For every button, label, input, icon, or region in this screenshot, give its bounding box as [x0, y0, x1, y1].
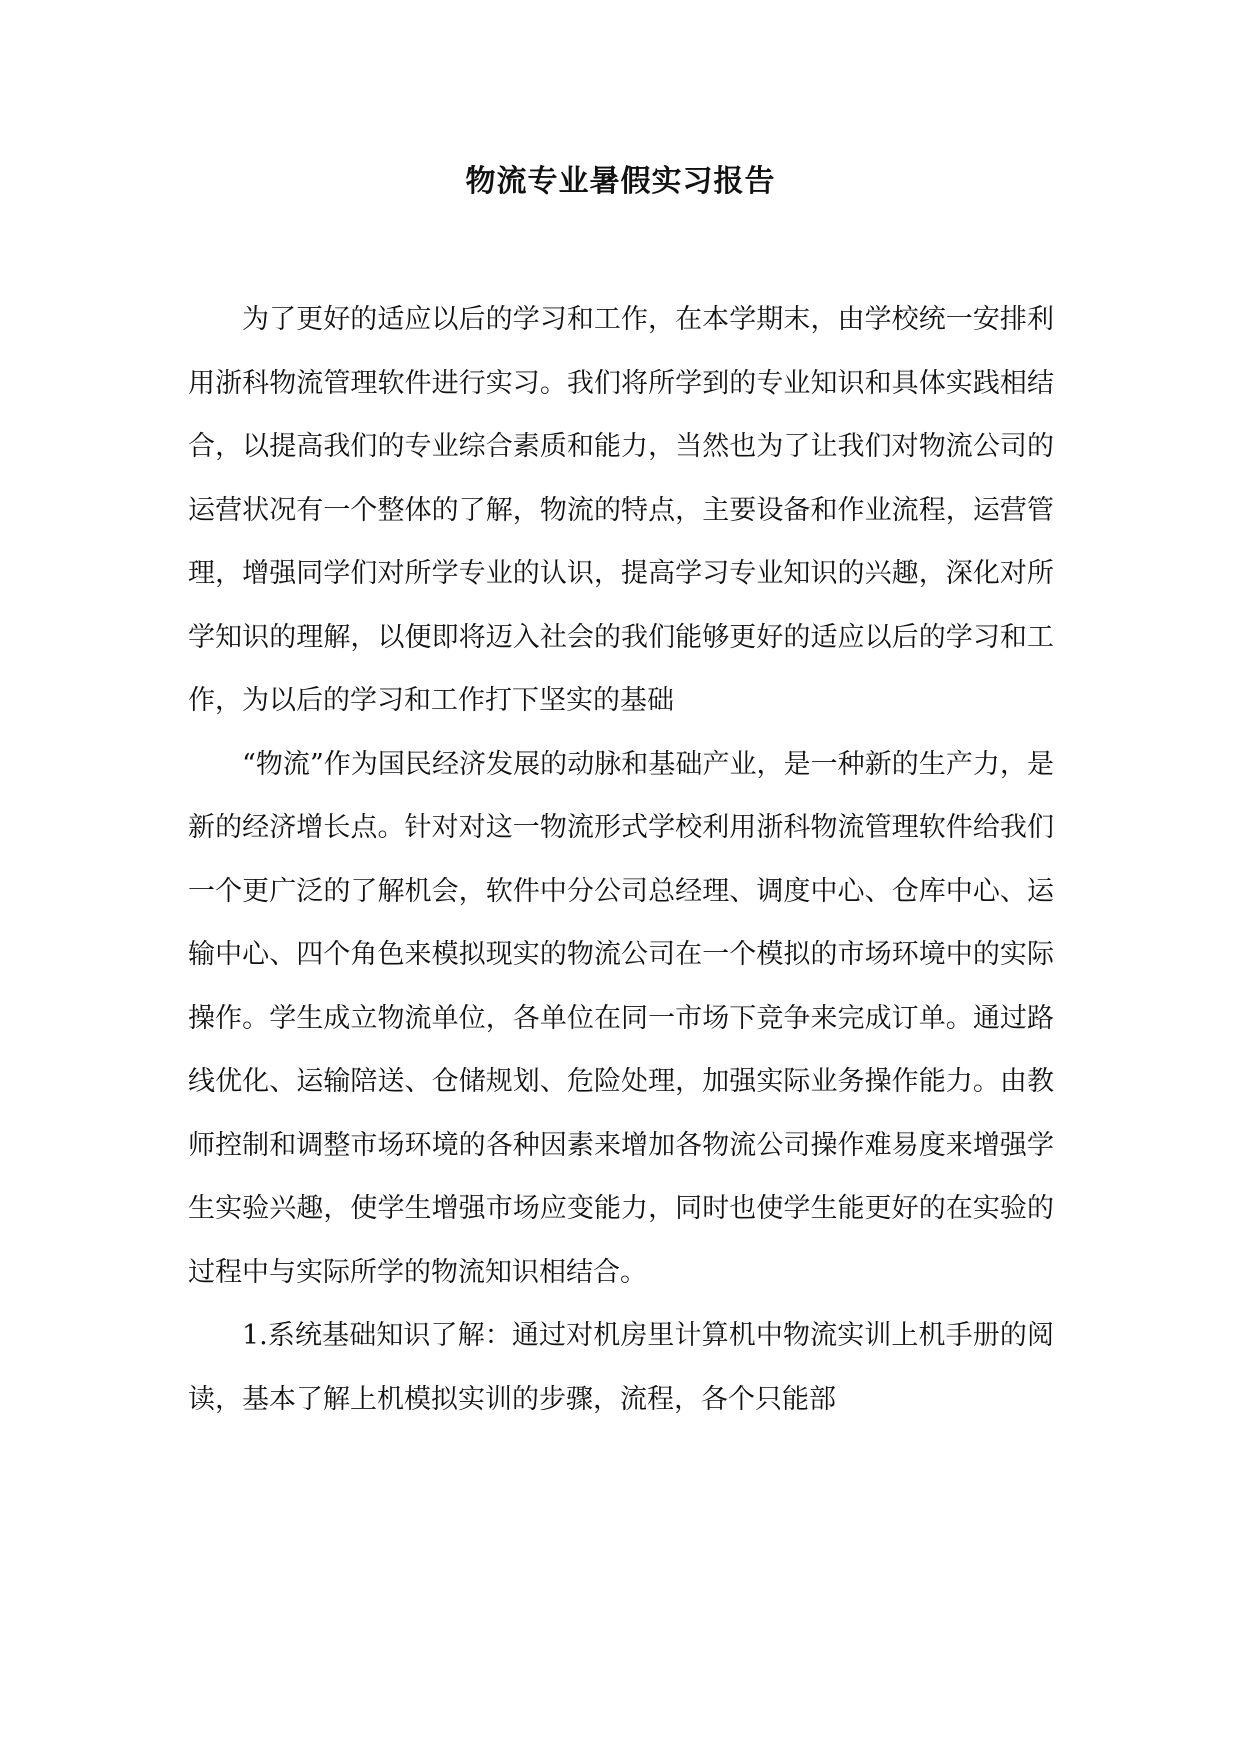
paragraph-intro: 为了更好的适应以后的学习和工作，在本学期末，由学校统一安排利用浙科物流管理软件进行实习。我们将所学到的专业知识和具体实践相结合，以提高我们的专业综合素质和能力，当然也为了让我们对物流公司的运营状况有一个整体的了解，物流的特点，主要设备和作业流程，运营管理，增强同学们对所学专业的认识，提高学习专业知识的兴趣，深化对所学知识的理解，以便即将迈入社会的我们能够更好的适应以后的学习和工作，为以后的学习和工作打下坚实的基础 [188, 304, 1054, 716]
paragraph-system-basics: 1.系统基础知识了解：通过对机房里计算机中物流实训上机手册的阅读，基本了解上机模拟实训的步骤，流程，各个只能部 [188, 1320, 1054, 1415]
document-title: 物流专业暑假实习报告 [465, 164, 776, 199]
paragraph-logistics-overview: “物流”作为国民经济发展的动脉和基础产业，是一种新的生产力，是新的经济增长点。针对对这一物流形式学校利用浙科物流管理软件给我们一个更广泛的了解机会，软件中分公司总经理、调度中心、仓库中心、运输中心、四个角色来模拟现实的物流公司在一个模拟的市场环境中的实际操作。学生成立物流单位，各单位在同一市场下竞争来完成订单。通过路线优化、运输陪送、仓储规划、危险处理，加强实际业务操作能力。由教师控制和调整市场环境的各种因素来增加各物流公司操作难易度来增强学生实验兴趣，使学生增强市场应变能力，同时也使学生能更好的在实验的过程中与实际所学的物流知识相结合。 [188, 748, 1054, 1288]
document-body [188, 288, 1054, 1431]
